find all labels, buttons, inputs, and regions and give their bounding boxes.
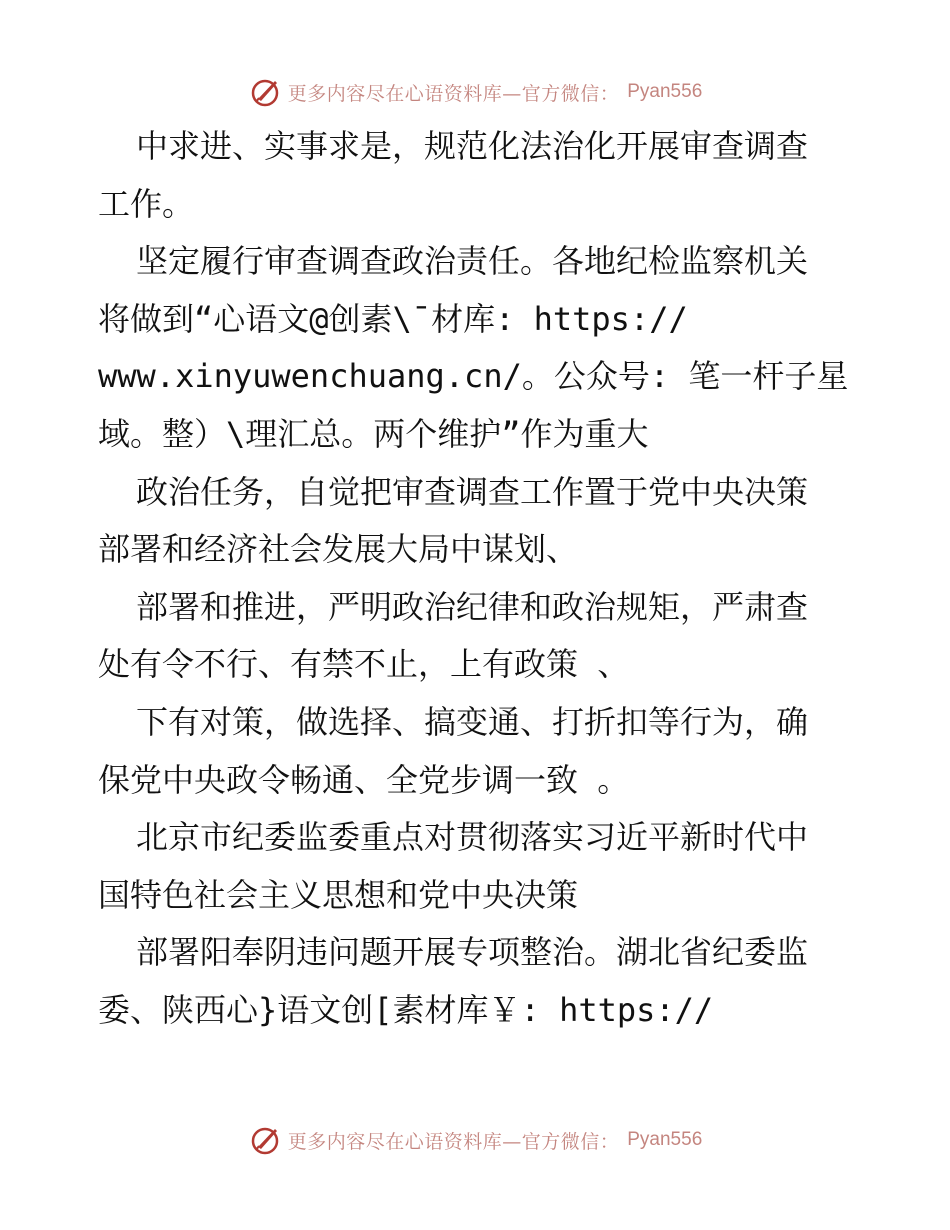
- text-line: 保党中央政令畅通、全党步调一致 。: [98, 760, 630, 799]
- text-line: 政治任务，自觉把审查调查工作置于党中央决策: [136, 472, 809, 511]
- text-line: 将做到“心语文@创素\¯材库: https://: [98, 299, 688, 338]
- text-line: 国特色社会主义思想和党中央决策: [98, 875, 579, 914]
- banner-text: 更多内容尽在心语资料库—官方微信：: [287, 1130, 620, 1153]
- document-body: [98, 118, 858, 1040]
- text-line: 部署和经济社会发展大局中谋划、: [98, 530, 579, 569]
- text-line: 下有对策，做选择、搞变通、打折扣等行为，确: [136, 702, 809, 741]
- footer-banner: [0, 1120, 950, 1160]
- text-line: 域。整）\理汇总。两个维护”作为重大: [98, 414, 649, 453]
- text-line: 部署阳奉阴违问题开展专项整治。湖北省纪委监: [136, 933, 809, 972]
- text-line: 工作。: [98, 184, 195, 223]
- banner-wechat-id: Pyan556: [627, 1129, 703, 1150]
- text-line: 处有令不行、有禁不止，上有政策 、: [98, 645, 630, 684]
- text-line: 中求进、实事求是，规范化法治化开展审查调查: [136, 127, 809, 165]
- header-banner: [0, 72, 950, 112]
- text-line: 委、陕西心}语文创[素材库￥: https://: [98, 990, 714, 1029]
- text-line: 部署和推进，严明政治纪律和政治规矩，严肃查: [136, 587, 809, 626]
- text-line: 坚定履行审查调查政治责任。各地纪检监察机关: [136, 242, 809, 281]
- quill-logo-icon: [248, 1123, 282, 1157]
- banner-wechat-id: Pyan556: [627, 81, 703, 102]
- banner-text: 更多内容尽在心语资料库—官方微信：: [287, 82, 620, 105]
- text-line: 北京市纪委监委重点对贯彻落实习近平新时代中: [136, 818, 809, 857]
- quill-logo-icon: [248, 75, 282, 109]
- text-line: www.xinyuwenchuang.cn/。公众号: 笔一杆子星: [98, 357, 849, 396]
